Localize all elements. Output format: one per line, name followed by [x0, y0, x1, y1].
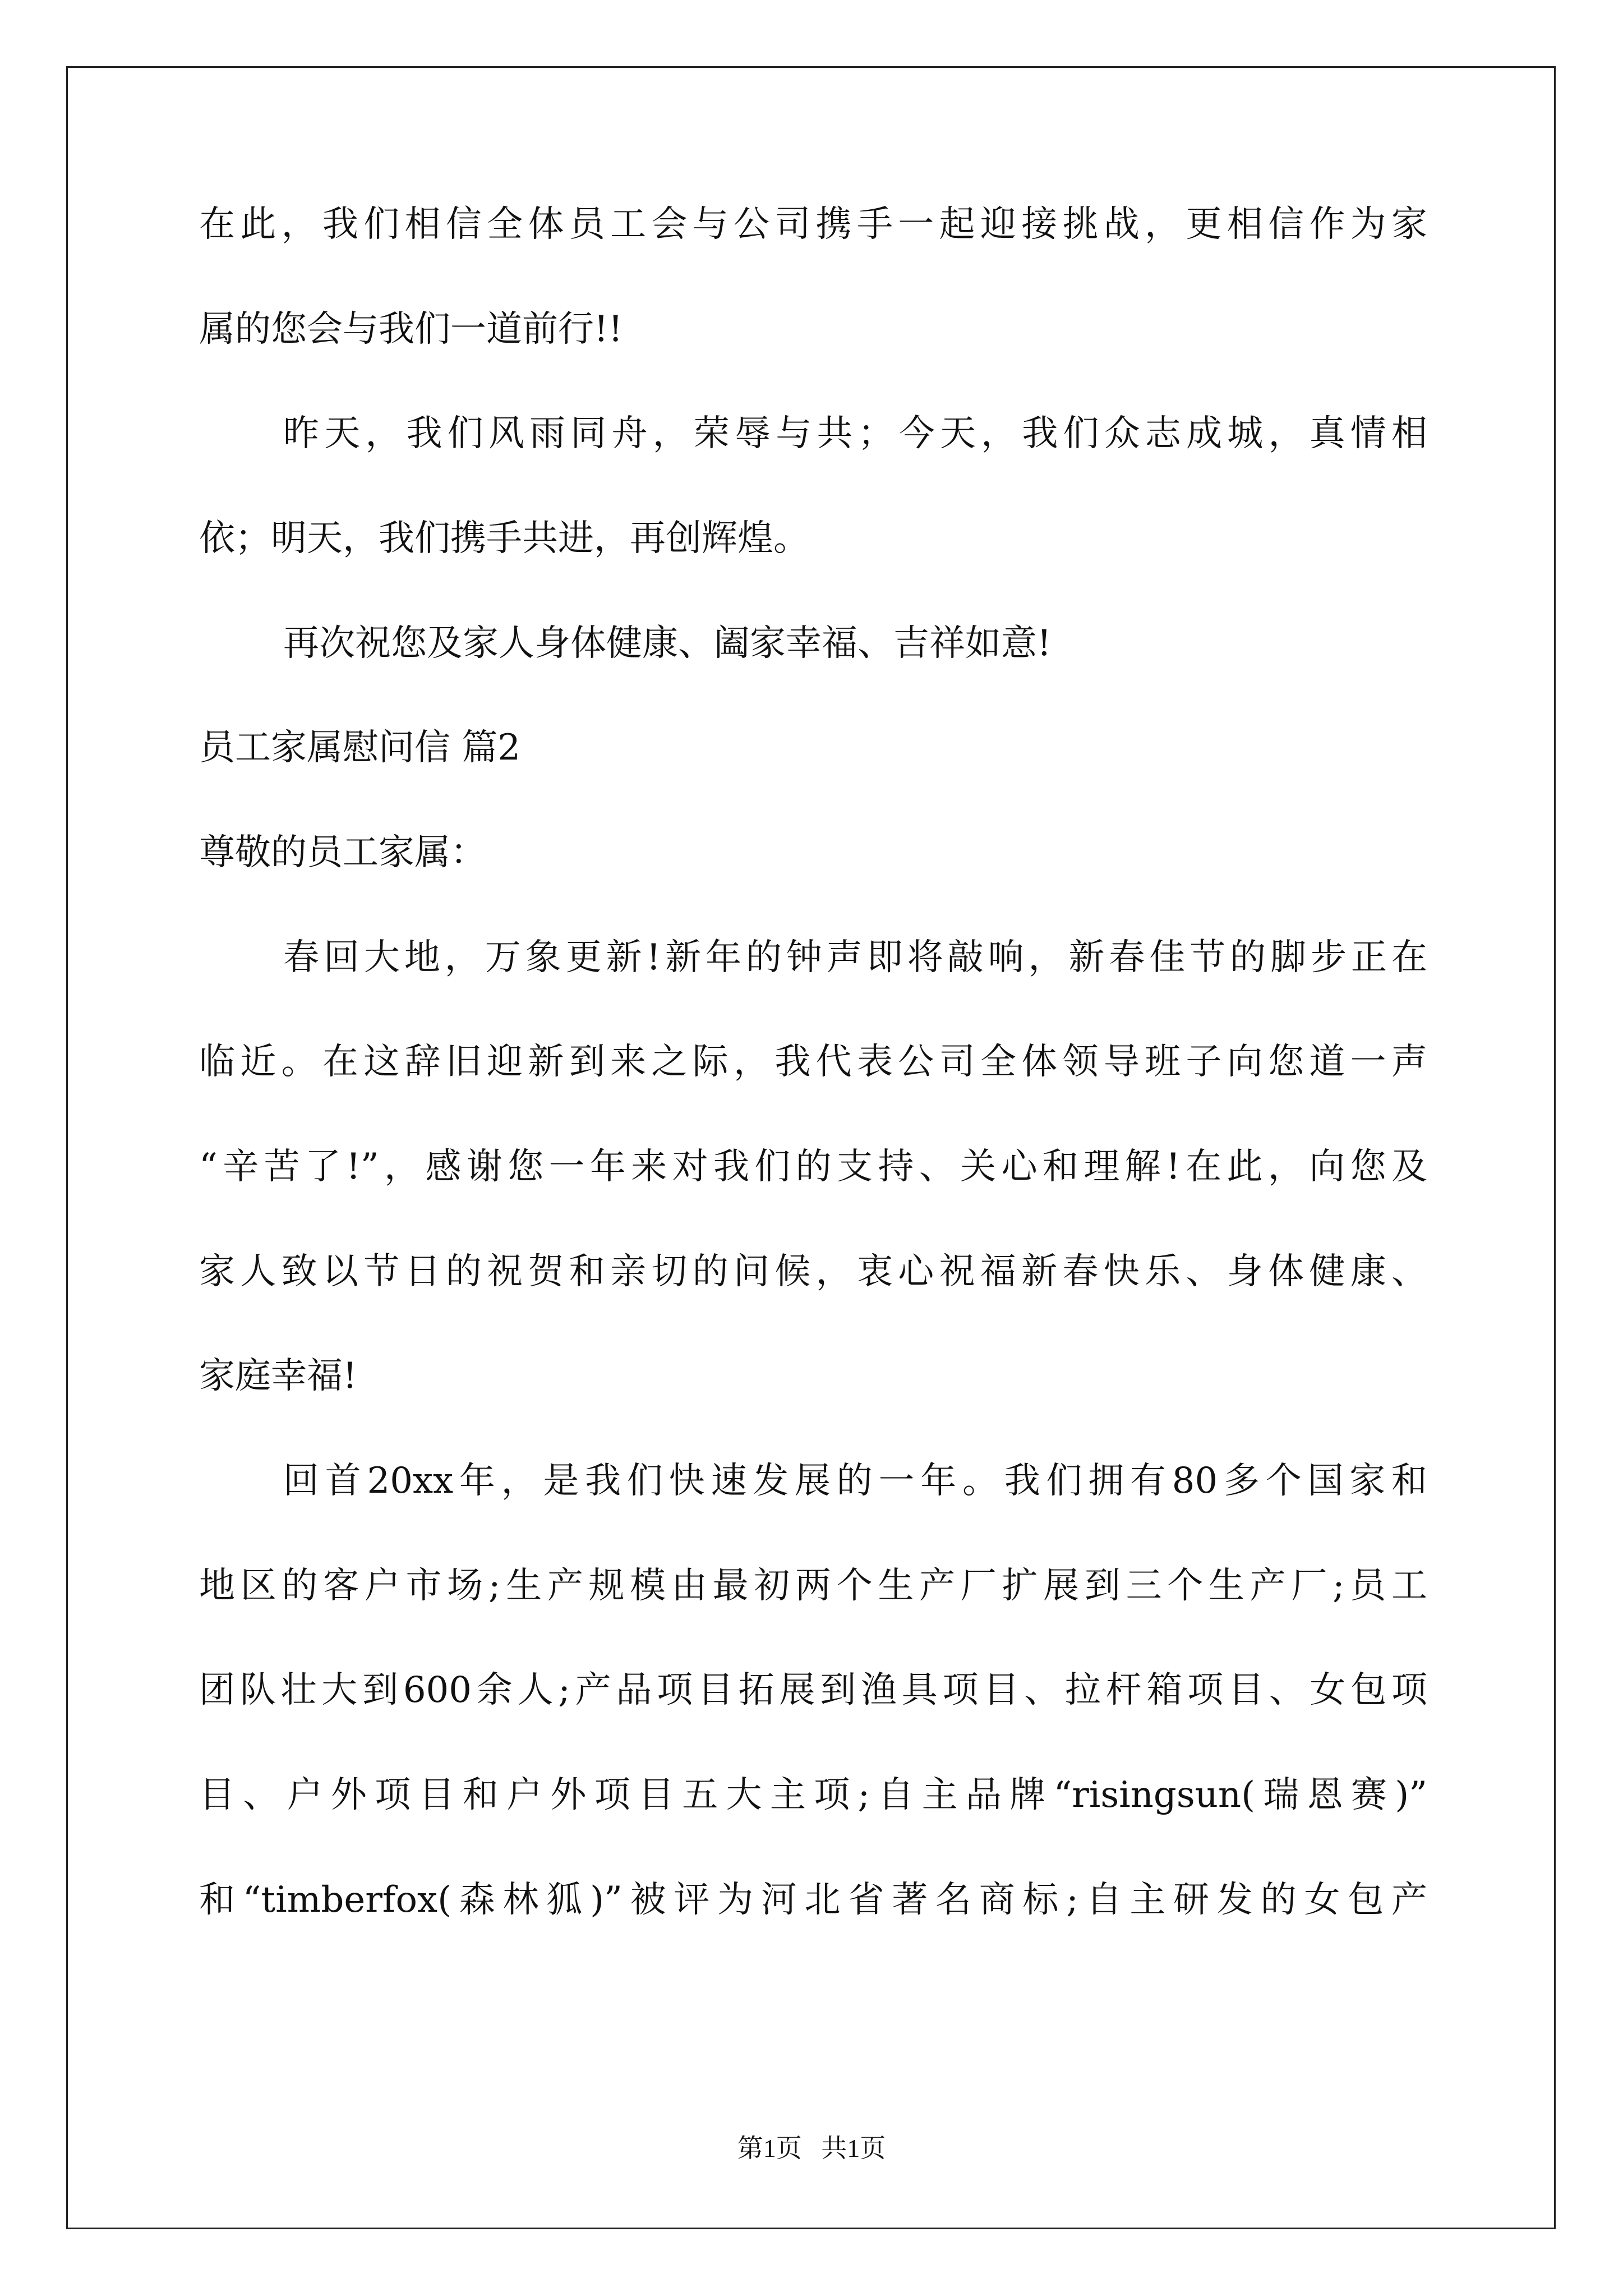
paragraph-line: “辛苦了!”，感谢您一年来对我们的支持、关心和理解!在此，向您及: [199, 1146, 1427, 1188]
paragraph-line: 回首20xx年，是我们快速发展的一年。我们拥有80多个国家和: [283, 1460, 1427, 1502]
paragraph-line: 属的您会与我们一道前行!!: [199, 309, 623, 350]
paragraph-line: 再次祝您及家人身体健康、阖家幸福、吉祥如意!: [283, 623, 1052, 664]
paragraph-line: 和“timberfox(森林狐)”被评为河北省著名商标;自主研发的女包产: [199, 1879, 1427, 1921]
paragraph-line: 依；明天，我们携手共进，再创辉煌。: [199, 518, 809, 559]
paragraph-line: 目、户外项目和户外项目五大主项;自主品牌“risingsun(瑞恩赛)”: [199, 1774, 1427, 1816]
paragraph-line: 在此，我们相信全体员工会与公司携手一起迎接挑战，更相信作为家: [199, 204, 1427, 245]
salutation: 尊敬的员工家属：: [199, 832, 486, 873]
paragraph-line: 家庭幸福!: [199, 1355, 357, 1397]
paragraph-line: 春回大地，万象更新!新年的钟声即将敲响，新春佳节的脚步正在: [283, 937, 1427, 978]
paragraph-line: 昨天，我们风雨同舟，荣辱与共；今天，我们众志成城，真情相: [283, 413, 1427, 454]
paragraph-line: 临近。在这辞旧迎新到来之际，我代表公司全体领导班子向您道一声: [199, 1041, 1427, 1083]
paragraph-line: 地区的客户市场;生产规模由最初两个生产厂扩展到三个生产厂;员工: [199, 1565, 1427, 1607]
paragraph-line: 家人致以节日的祝贺和亲切的问候，衷心祝福新春快乐、身体健康、: [199, 1251, 1427, 1292]
paragraph-line: 团队壮大到600余人;产品项目拓展到渔具项目、拉杆箱项目、女包项: [199, 1669, 1427, 1711]
section-heading: 员工家属慰问信 篇2: [199, 727, 521, 769]
page-footer: 第1页 共1页: [737, 2134, 886, 2162]
